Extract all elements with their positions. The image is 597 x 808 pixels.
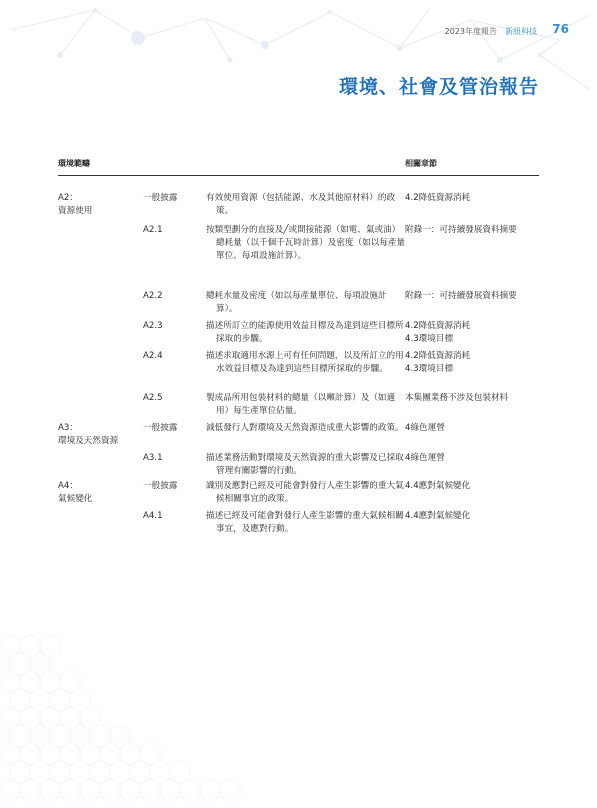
reference-cell: 4.2降低資源消耗 4.3環境目標 — [405, 321, 471, 344]
description-cell: 減低發行人對環境及天然資源造成重大影響的政策。 — [206, 423, 404, 433]
description-cell: 總耗水量及密度（如以每產量單位、每項設施計算）。 — [206, 291, 387, 314]
table-row — [58, 224, 539, 288]
reference-cell: 附錄一：可持續發展資料摘要 — [405, 225, 517, 235]
kpi-cell: A3.1 — [143, 453, 163, 463]
section-title: 環境、社會及管治報告 — [338, 76, 539, 98]
reference-cell: 4.4應對氣候變化 — [405, 511, 471, 521]
table-row — [58, 392, 539, 422]
kpi-cell: 一般披露 — [143, 423, 178, 433]
table-row — [58, 422, 539, 452]
column-header-reference: 相關章節 — [405, 159, 437, 168]
description-cell: 按類型劃分的直接及╱或間接能源（如電、氣或油）總耗量（以千個千瓦時計算）及密度（如以每產量單位、每項設施計算）。 — [206, 225, 406, 261]
reference-cell: 附錄一：可持續發展資料摘要 — [405, 291, 517, 301]
report-name: 2023年度報告 — [444, 27, 497, 36]
aspect-cell: A3： 環境及天然資源 — [58, 423, 119, 446]
description-cell: 描述求取適用水源上可有任何問題，以及所訂立的用水效益目標及為達到這些目標所採取的步驟。 — [206, 351, 404, 374]
description-cell: 識別及應對已經及可能會對發行人產生影響的重大氣候相關事宜的政策。 — [206, 481, 404, 504]
description-cell: 有效使用資源（包括能源、水及其他原材料）的政策。 — [206, 193, 396, 216]
kpi-cell: 一般披露 — [143, 193, 178, 203]
reference-cell: 本集團業務不涉及包裝材料 — [405, 393, 509, 403]
kpi-cell: A2.3 — [143, 321, 163, 331]
description-cell: 製成品所用包裝材料的總量（以噸計算）及（如適用）每生產單位佔量。 — [206, 393, 396, 416]
column-header-area: 環境範疇 — [58, 159, 90, 168]
kpi-cell: A2.5 — [143, 393, 163, 403]
description-cell: 描述所訂立的能源使用效益目標及為達到這些目標所採取的步驟。 — [206, 321, 404, 344]
aspect-cell: A2： 資源使用 — [58, 193, 93, 216]
table-row — [58, 510, 539, 540]
reference-cell: 4.2降低資源消耗 — [405, 193, 471, 203]
kpi-cell: A2.2 — [143, 291, 163, 301]
table-row — [58, 452, 539, 480]
table-header — [58, 158, 539, 176]
reference-cell: 4.2降低資源消耗 4.3環境目標 — [405, 351, 471, 374]
aspect-cell: A4： 氣候變化 — [58, 481, 93, 504]
description-cell: 描述已經及可能會對發行人產生影響的重大氣候相關事宜，及應對行動。 — [206, 511, 404, 534]
kpi-cell: A2.4 — [143, 351, 163, 361]
table-row — [58, 350, 539, 392]
table-row — [58, 480, 539, 510]
reference-cell: 4.4應對氣候變化 — [405, 481, 471, 491]
kpi-cell: A4.1 — [143, 511, 163, 521]
kpi-cell: A2.1 — [143, 225, 163, 235]
reference-cell: 4綠色運營 — [405, 453, 445, 463]
disclosure-table — [58, 192, 539, 540]
table-row — [58, 320, 539, 350]
description-cell: 描述業務活動對環境及天然資源的重大影響及已採取管理有關影響的行動。 — [206, 453, 404, 476]
table-row — [58, 290, 539, 320]
table-row — [58, 192, 539, 222]
kpi-cell: 一般披露 — [143, 481, 178, 491]
page-number: 76 — [552, 22, 569, 36]
reference-cell: 4綠色運營 — [405, 423, 445, 433]
running-header — [445, 26, 537, 37]
company-name: 新紐科技 — [505, 27, 537, 36]
